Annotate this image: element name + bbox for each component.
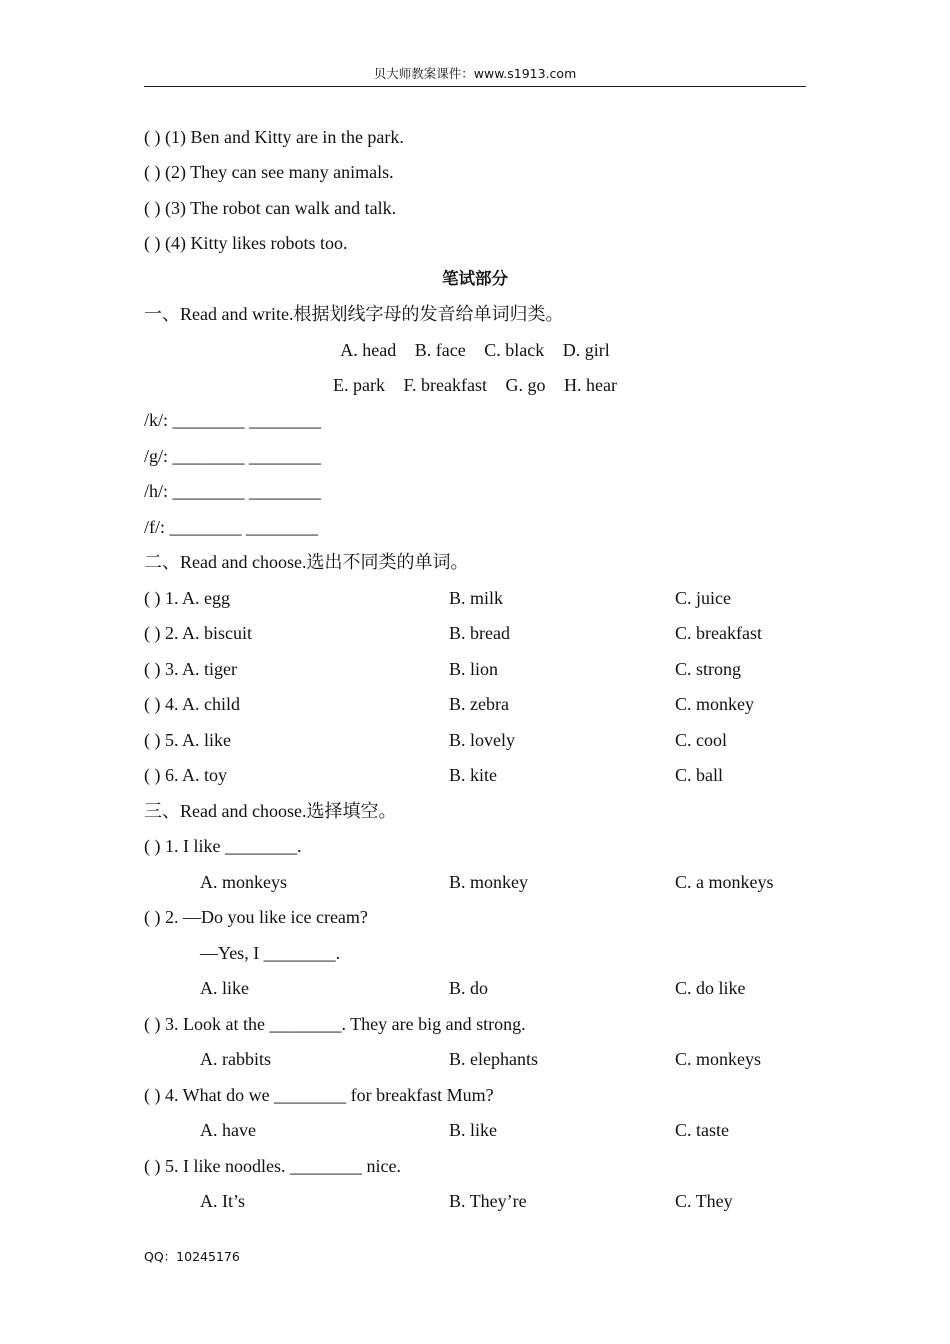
word-option: F. breakfast <box>403 375 488 395</box>
question-3-stem: ( ) 3. Look at the ________. They are big and strong. <box>144 1014 526 1034</box>
part1-title: 一、Read and write.根据划线字母的发音给单词归类。 <box>144 304 564 324</box>
option-b: B. milk <box>449 588 504 608</box>
option-c: C. monkeys <box>675 1049 762 1069</box>
option-c: C. ball <box>675 765 723 785</box>
page-footer: QQ：10245176 <box>144 1249 240 1264</box>
option-b: B. lion <box>449 659 499 679</box>
word-option: B. face <box>414 340 466 360</box>
option-b: B. bread <box>449 623 510 643</box>
option-b: B. elephants <box>449 1049 538 1069</box>
word-option: A. head <box>340 340 397 360</box>
option-a: A. like <box>200 978 249 998</box>
option-b: B. They’re <box>449 1191 527 1211</box>
option-b: B. monkey <box>449 872 528 892</box>
option-a: ( ) 4. A. child <box>144 694 240 714</box>
option-c: C. strong <box>675 659 742 679</box>
option-b: B. zebra <box>449 694 509 714</box>
part1-word-row-2 <box>0 374 950 396</box>
option-c: C. They <box>675 1191 733 1211</box>
part2-item-4 <box>144 693 806 715</box>
option-c: C. cool <box>675 730 727 750</box>
part2-title: 二、Read and choose.选出不同类的单词。 <box>144 552 469 572</box>
part2-item-1 <box>144 587 806 609</box>
part2-item-6 <box>144 764 806 786</box>
option-a: ( ) 3. A. tiger <box>144 659 237 679</box>
option-a: ( ) 1. A. egg <box>144 588 230 608</box>
listening-item-2: ( ) (2) They can see many animals. <box>144 162 394 182</box>
option-b: B. lovely <box>449 730 515 750</box>
listening-item-3: ( ) (3) The robot can walk and talk. <box>144 198 397 218</box>
option-a: ( ) 6. A. toy <box>144 765 227 785</box>
option-a: A. have <box>200 1120 256 1140</box>
option-c: C. monkey <box>675 694 754 714</box>
word-option: E. park <box>333 375 385 395</box>
question-2-stem: ( ) 2. —Do you like ice cream? <box>144 907 368 927</box>
question-2-response: —Yes, I ________. <box>200 943 341 963</box>
part2-item-5 <box>144 729 806 751</box>
part2-item-3 <box>144 658 806 680</box>
option-b: B. do <box>449 978 489 998</box>
option-b: B. like <box>449 1120 497 1140</box>
option-a: A. monkeys <box>200 872 287 892</box>
sound-f-blank: /f/: ________ ________ <box>144 517 318 537</box>
word-option: G. go <box>505 375 546 395</box>
option-a: A. It’s <box>200 1191 245 1211</box>
option-a: ( ) 2. A. biscuit <box>144 623 252 643</box>
option-c: C. taste <box>675 1120 729 1140</box>
part2-item-2 <box>144 622 806 644</box>
part1-word-row-1 <box>0 339 950 361</box>
option-b: B. kite <box>449 765 497 785</box>
option-c: C. juice <box>675 588 731 608</box>
page-header: 贝大师教案课件：www.s1913.com <box>144 64 806 87</box>
question-5-stem: ( ) 5. I like noodles. ________ nice. <box>144 1156 401 1176</box>
sound-h-blank: /h/: ________ ________ <box>144 481 322 501</box>
part3-title: 三、Read and choose.选择填空。 <box>144 801 397 821</box>
option-c: C. a monkeys <box>675 872 774 892</box>
option-a: A. rabbits <box>200 1049 271 1069</box>
question-1-stem: ( ) 1. I like ________. <box>144 836 302 856</box>
listening-item-4: ( ) (4) Kitty likes robots too. <box>144 233 348 253</box>
word-option: H. hear <box>564 375 617 395</box>
option-c: C. do like <box>675 978 746 998</box>
listening-item-1: ( ) (1) Ben and Kitty are in the park. <box>144 127 404 147</box>
written-section-title: 笔试部分 <box>442 269 508 288</box>
word-option: C. black <box>484 340 545 360</box>
sound-k-blank: /k/: ________ ________ <box>144 410 322 430</box>
word-option: D. girl <box>562 340 610 360</box>
sound-g-blank: /g/: ________ ________ <box>144 446 322 466</box>
question-4-stem: ( ) 4. What do we ________ for breakfast Mum? <box>144 1085 494 1105</box>
option-a: ( ) 5. A. like <box>144 730 231 750</box>
option-c: C. breakfast <box>675 623 762 643</box>
